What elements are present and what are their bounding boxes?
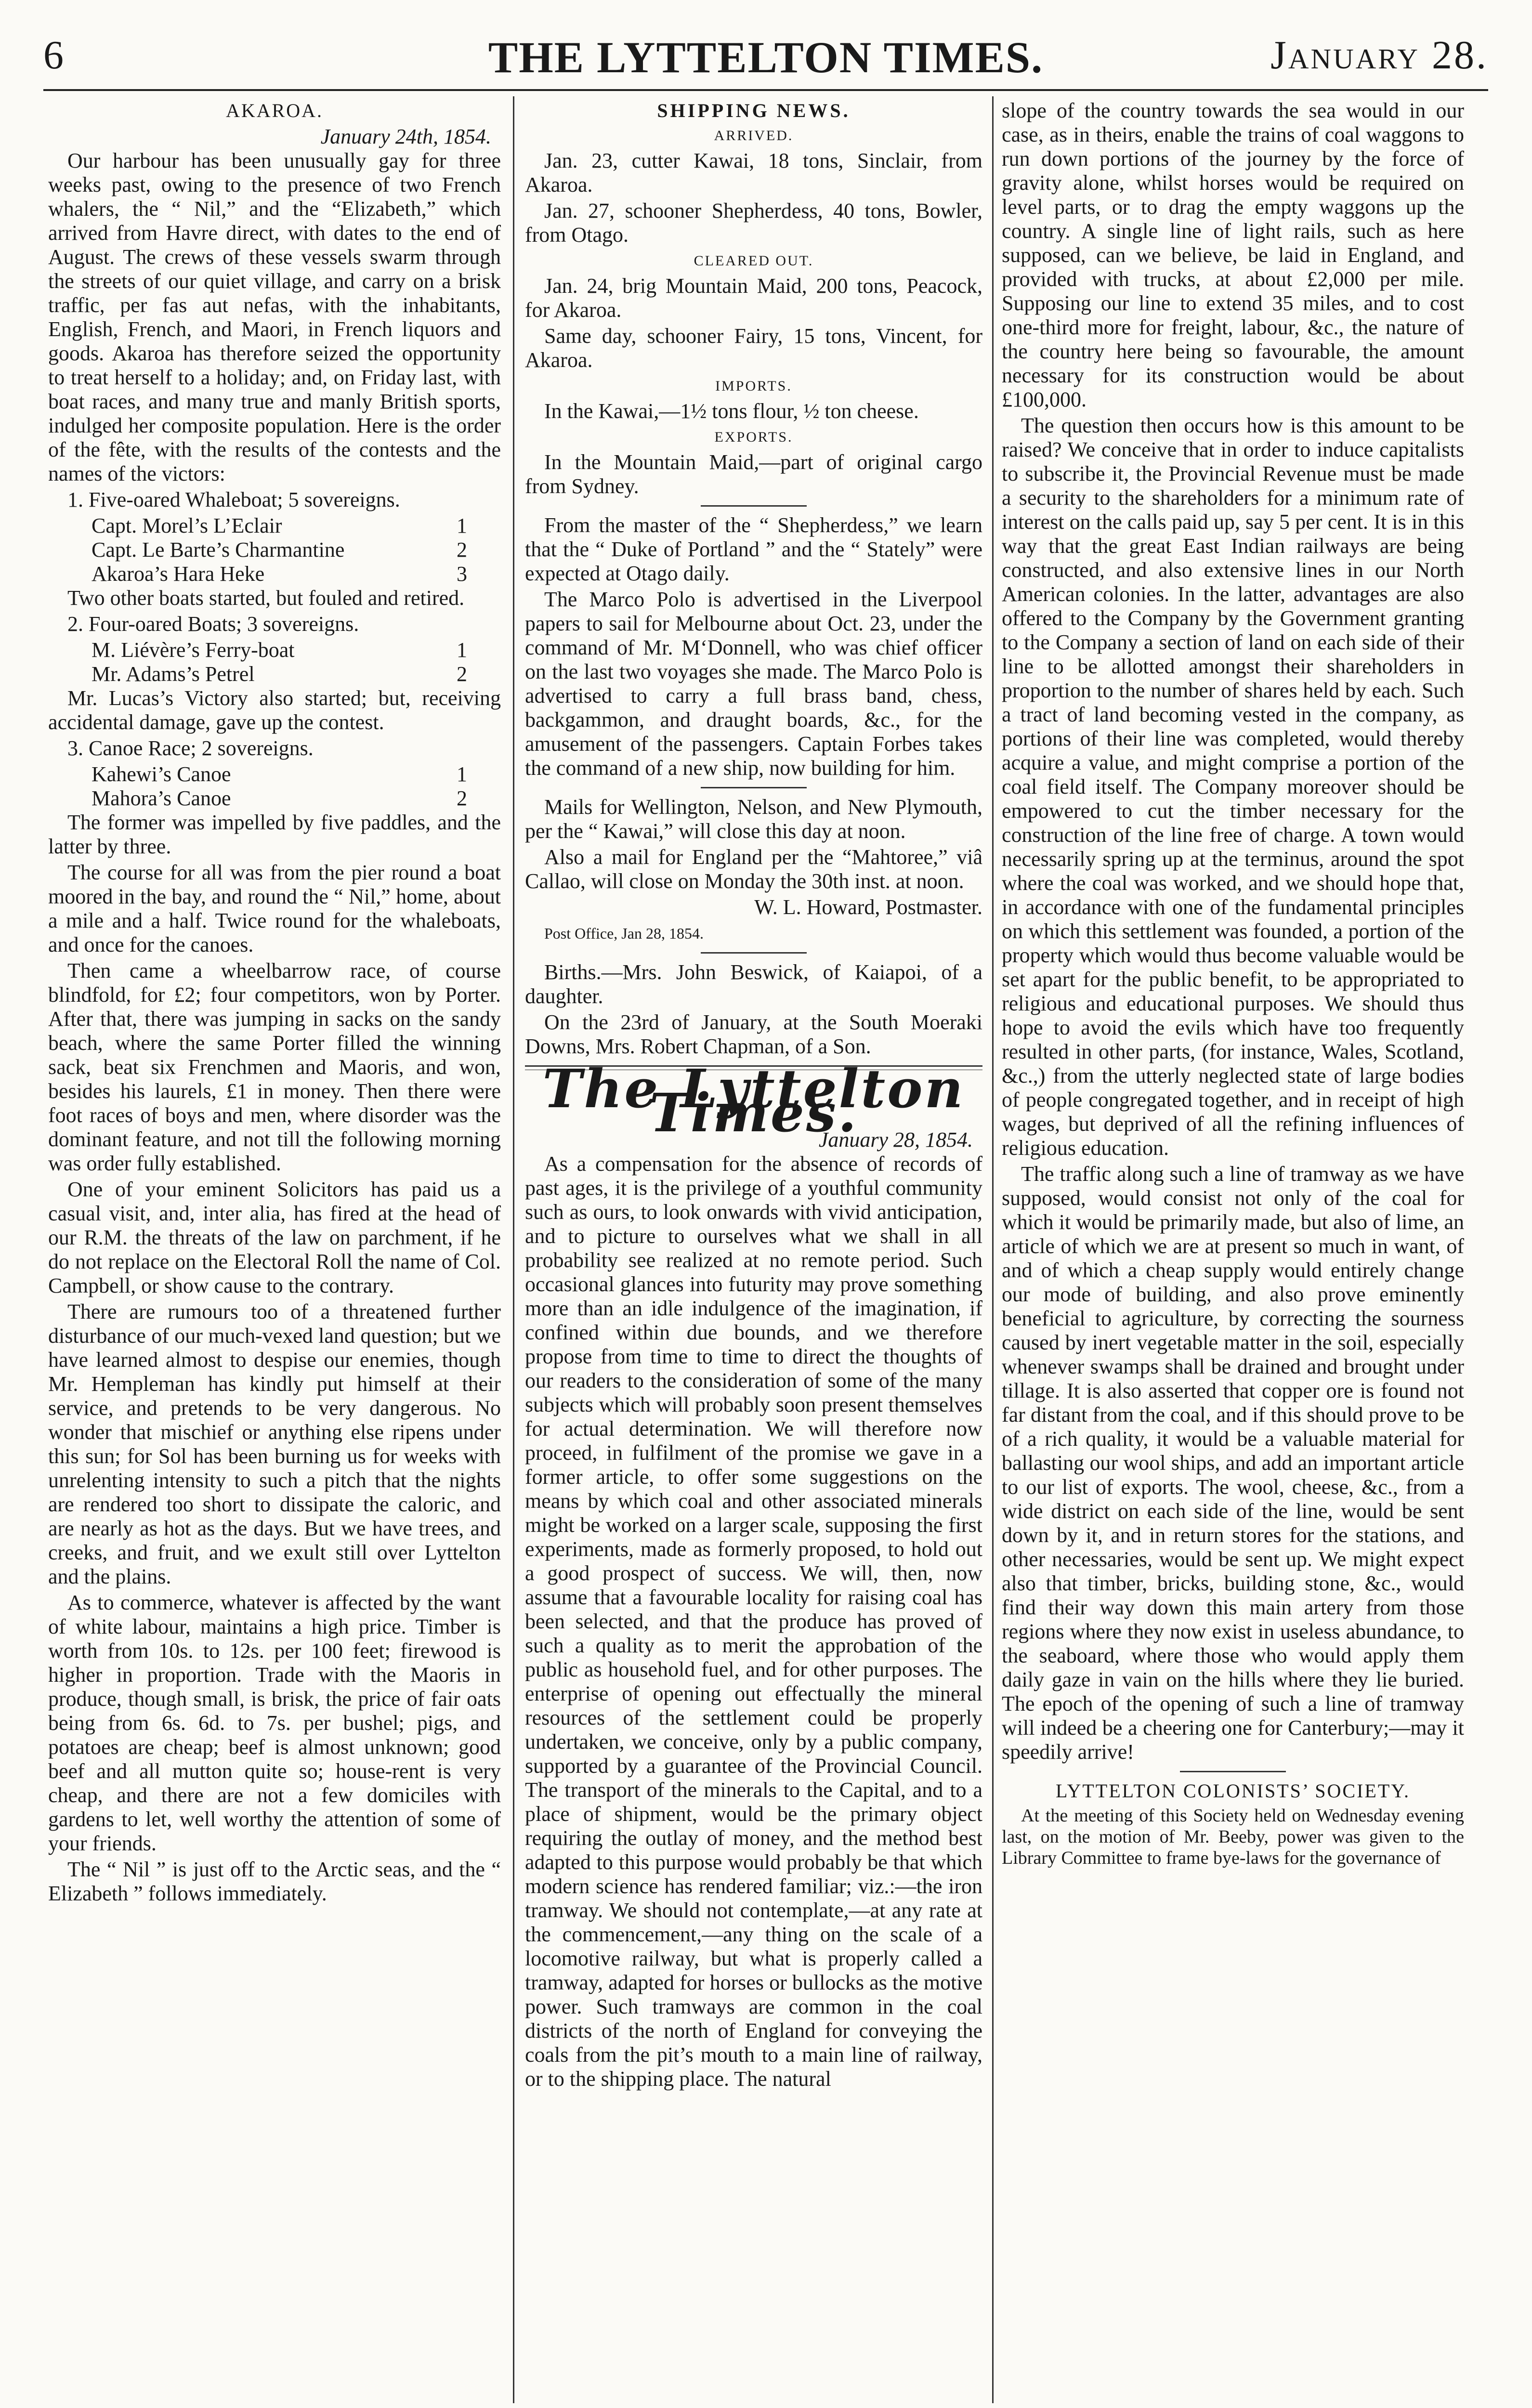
section-rule bbox=[701, 505, 807, 507]
column-akaroa bbox=[48, 99, 501, 1908]
akaroa-date: January 24th, 1854. bbox=[320, 125, 491, 148]
akaroa-paragraph: The course for all was from the pier round a boat moored in the bay, and round the “ Nil,” home, about a mile and a half. Twice round for the whaleboats, and once for the canoes. bbox=[48, 861, 501, 956]
editorial-masthead: The Lyttelton Times. bbox=[542, 1058, 965, 1144]
race-title: 2. Four-oared Boats; 3 sovereigns. bbox=[67, 612, 359, 636]
akaroa-paragraph: As to commerce, whatever is affected by the want of white labour, maintains a high price. Timber is worth from 10s. to 12s. per 100 feet; firewood is higher in proportion. Trade with the Maoris in produce, though small, is brisk, the price of fair oats being from 6s. 6d. to 7s. per bushel; pigs, and potatoes are cheap; beef is almost unknown; good beef and all mutton quite so; house-rent is very cheap, and there are not a few domiciles with gardens to let, well worthy the attention of some of your friends. bbox=[48, 1591, 501, 1855]
section-rule bbox=[1180, 1771, 1286, 1772]
shipping-entry: Jan. 24, brig Mountain Maid, 200 tons, Peacock, for Akaroa. bbox=[525, 274, 982, 322]
race-entry: M. Liévère’s Ferry-boat 1 bbox=[92, 638, 467, 662]
page-number: 6 bbox=[43, 33, 64, 78]
editorial-paragraph: As a compensation for the absence of records of past ages, it is the privilege of a youthful community such as ours, to look onwards with vivid anticipation, and to picture to ourselves what we shall in all probability see realized at no remote period. Such occasional glances into futurity may prove something more than an idle indulgence of the imagination, if confined within due bounds, and we therefore propose from time to time to direct the thoughts of our readers to the consideration of some of the many subjects which will probably soon present themselves for actual determination. We will therefore now proceed, in fulfilment of the promise we gave in a former article, to offer some suggestions on the means by which coal and other associated minerals might be worked on a larger scale, supposing the first experiments, made as formerly proposed, to hold out a good prospect of success. We will, then, now assume that a favourable locality for raising coal has been selected, and that the produce has proved of such a quality as to merit the approbation of the public as household fuel, and for other purposes. The enterprise of opening out effectually the mineral resources of the settlement could be properly undertaken, we conceive, only by a public company, supported by a guarantee of the Provincial Council. The transport of the minerals to the Capital, and to a place of shipment, would be the primary object requiring the outlay of money, and the method best adapted to this purpose would probably be that which modern science has rendered familiar; viz.:—the iron tramway. We should not contemplate,—at any rate at the commencement,—any thing on the scale of a locomotive railway, but what is properly called a tramway, adapted for horses or bullocks as the motive power. Such tramways are common in the coal districts of the north of England for conveying the coals from the pit’s mouth to a main line of railway, or to the shipping place. The natural bbox=[525, 1152, 982, 2091]
akaroa-paragraph: One of your eminent Solicitors has paid us a casual visit, and, inter alia, has fired at the head of our R.M. the threats of the law on parchment, if he do not replace on the Electoral Roll the name of Col. Campbell, or show cause to the contrary. bbox=[48, 1178, 501, 1297]
postmaster-signature: W. L. Howard, Postmaster. bbox=[754, 895, 982, 919]
births-paragraph: On the 23rd of January, at the South Moeraki Downs, Mrs. Robert Chapman, of a Son. bbox=[525, 1010, 982, 1058]
newspaper-title: THE LYTTELTON TIMES. bbox=[488, 33, 1044, 82]
mails-paragraph: Also a mail for England per the “Mahtoree,” viâ Callao, will close on Monday the 30th inst. at noon. bbox=[525, 845, 982, 893]
akaroa-paragraph: There are rumours too of a threatened further disturbance of our much-vexed land question; but we have learned almost to despise our enemies, though Mr. Hempleman has kindly put himself at their service, and pretends to be very dangerous. No wonder that mischief or anything else ripens under this sun; for Sol has been burning us for weeks with unrelenting intensity to such a pitch that the nights are rendered too short to dissipate the caloric, and are nearly as hot as the days. But we have trees, and creeks, and fruit, and we exult still over Lyttelton and the plains. bbox=[48, 1300, 501, 1588]
akaroa-paragraph: Then came a wheelbarrow race, of course blindfold, for £2; four competitors, won by Porter. After that, there was jumping in sacks on the sandy beach, where the same Porter filled the winning sack, beat six Frenchmen and Maoris, and won, besides his laurels, £1 in money. Then there were foot races of boys and men, where disorder was the dominant feature, and not till the following morning was order fully established. bbox=[48, 959, 501, 1175]
editorial-paragraph: The traffic along such a line of tramway as we have supposed, would consist not only of the coal for which it would be primarily made, but also of lime, an article of which we are at present so much in want, of and of which a cheap supply would entirely change our mode of building, and also prove eminently beneficial to agriculture, by correcting the sourness caused by inert vegetable matter in the soil, especially whenever swamps shall be drained and brought under tillage. It is also asserted that copper ore is found not far distant from the coal, and if this should prove to be of a rich quality, it would be a valuable material for ballasting our wool ships, and add an important article to our list of exports. The wool, cheese, &c., from a wide district on each side of the line, would be sent down by it, and in return stores for the stations, and other necessaries, would be sent up. We might expect also that timber, bricks, building stone, &c., would find their way down this main artery from those regions where they now exist in useless abundance, to the seaboard, where those who would apply them daily gaze in vain on the hills where they lie buried. The epoch of the opening of such a line of tramway will indeed be a cheering one for Canterbury;—may it speedily arrive! bbox=[1002, 1162, 1464, 1764]
column-divider-2 bbox=[992, 96, 994, 2403]
editorial-paragraph: slope of the country towards the sea would in our case, as in theirs, enable the trains of coal waggons to run down portions of the journey by the force of gravity alone, whilst horses would be required on level parts, or to drag the empty waggons up the country. A single line of light rails, such as here supposed, can we believe, be laid in England, and provided with trucks, at about £2,000 per mile. Supposing our line to extend 35 miles, and to cost one-third more for freight, labour, &c., the nature of the country here being so favourable, the amount necessary for its construction would be about £100,000. bbox=[1002, 99, 1464, 411]
mails-paragraph: Mails for Wellington, Nelson, and New Plymouth, per the “ Kawai,” will close this day at noon. bbox=[525, 795, 982, 843]
race-note: Two other boats started, but fouled and retired. bbox=[67, 586, 465, 610]
page-header bbox=[43, 28, 1488, 91]
shipping-paragraph: From the master of the “ Shepherdess,” we learn that the “ Duke of Portland ” and the “ Stately” were expected at Otago daily. bbox=[525, 513, 982, 585]
editorial-paragraph: The question then occurs how is this amount to be raised? We conceive that in order to induce capitalists to subscribe it, the Provincial Revenue must be made a security to the shareholders for a minimum rate of interest on the calls paid up, say 5 per cent. It is in this way that the great East Indian railways are being constructed, and also extensive lines in our North American colonies. In the latter, advantages are also offered to the Company by the Government granting to the Company a section of land on each side of their line to be allotted amongst their shareholders in proportion to the number of shares held by each. Such a tract of land becoming vested in the company, as portions of their line was completed, would thereby acquire a value, and might comprise a portion of the coal field itself. The Company moreover should be empowered to cut the timber necessary for the construction of the line free of charge. A town would necessarily spring up at the terminus, around the spot where the coal was worked, and we should hope that, in accordance with one of the fundamental principles on which this settlement was founded, a portion of the property which would thus become valuable would be set apart for the public benefit, to be appropriated to religious and educational purposes. We should thus hope to avoid the evils which have too frequently resulted in other parts, (for instance, Wales, Scotland, &c.,) from the utterly neglected state of large bodies of people congregated together, and in receipt of high wages, but deprived of all the refining influences of religious education. bbox=[1002, 414, 1464, 1160]
society-title: LYTTELTON COLONISTS’ SOCIETY. bbox=[1056, 1780, 1410, 1802]
column-shipping-editorial bbox=[525, 99, 982, 2093]
imports-label: IMPORTS. bbox=[715, 378, 792, 394]
akaroa-title: AKAROA. bbox=[225, 100, 324, 121]
births-paragraph: Births.—Mrs. John Beswick, of Kaiapoi, of a daughter. bbox=[525, 960, 982, 1008]
column-editorial-continued bbox=[1002, 99, 1464, 1871]
exports-label: EXPORTS. bbox=[714, 429, 793, 445]
arrived-label: ARRIVED. bbox=[714, 128, 794, 144]
race-entry: Capt. Morel’s L’Eclair 1 bbox=[92, 514, 467, 537]
shipping-news-title: SHIPPING NEWS. bbox=[657, 100, 851, 121]
post-office-date: Post Office, Jan 28, 1854. bbox=[544, 925, 704, 942]
section-rule bbox=[701, 787, 807, 788]
race-entry: Mr. Adams’s Petrel 2 bbox=[92, 662, 467, 686]
exports-entry: In the Mountain Maid,—part of original cargo from Sydney. bbox=[525, 450, 982, 498]
issue-date: January 28. bbox=[1270, 33, 1488, 78]
race-entry: Kahewi’s Canoe 1 bbox=[92, 762, 467, 786]
akaroa-paragraph: The former was impelled by five paddles, and the latter by three. bbox=[48, 811, 501, 858]
shipping-paragraph: The Marco Polo is advertised in the Liverpool papers to sail for Melbourne about Oct. 23, under the command of Mr. M‘Donnell, who was chief officer on the last two voyages she made. The Marco Polo is advertised to carry a full brass band, chess, backgammon, and draught boards, &c., for the amusement of the passengers. Captain Forbes takes the command of a new ship, now building for him. bbox=[525, 588, 982, 780]
race-entry: Mahora’s Canoe 2 bbox=[92, 786, 467, 810]
editorial-date: January 28, 1854. bbox=[818, 1128, 973, 1152]
header-rule bbox=[43, 89, 1488, 91]
society-paragraph: At the meeting of this Society held on Wednesday evening last, on the motion of Mr. Beeby, power was given to the Library Committee to frame bye-laws for the governance of bbox=[1002, 1806, 1464, 1868]
section-rule bbox=[701, 952, 807, 954]
race-title: 1. Five-oared Whaleboat; 5 sovereigns. bbox=[67, 488, 400, 511]
race-entry: Akaroa’s Hara Heke 3 bbox=[92, 562, 467, 586]
race-title: 3. Canoe Race; 2 sovereigns. bbox=[67, 736, 314, 760]
shipping-entry: Jan. 27, schooner Shepherdess, 40 tons, Bowler, from Otago. bbox=[525, 199, 982, 247]
shipping-entry: Same day, schooner Fairy, 15 tons, Vincent, for Akaroa. bbox=[525, 324, 982, 372]
race-note: Mr. Lucas’s Victory also started; but, receiving accidental damage, gave up the contest. bbox=[48, 686, 501, 734]
akaroa-paragraph: The “ Nil ” is just off to the Arctic seas, and the “ Elizabeth ” follows immediately. bbox=[48, 1858, 501, 1905]
column-divider-1 bbox=[513, 96, 514, 2403]
akaroa-paragraph: Our harbour has been unusually gay for three weeks past, owing to the presence of two French whalers, the “ Nil,” and the “Elizabeth,” which arrived from Havre direct, with dates to the end of August. The crews of these vessels swarm through the streets of our quiet village, and carry on a brisk traffic, per fas aut nefas, with the inhabitants, English, French, and Maori, in French liquors and goods. Akaroa has therefore seized the opportunity to treat herself to a holiday; and, on Friday last, with boat races, and many true and manly British sports, indulged her composite population. Here is the order of the fête, with the results of the contests and the names of the victors: bbox=[48, 149, 501, 485]
shipping-entry: Jan. 23, cutter Kawai, 18 tons, Sinclair, from Akaroa. bbox=[525, 149, 982, 196]
cleared-label: CLEARED OUT. bbox=[694, 253, 814, 269]
race-entry: Capt. Le Barte’s Charmantine 2 bbox=[92, 538, 467, 562]
imports-entry: In the Kawai,—1½ tons flour, ½ ton cheese. bbox=[544, 399, 919, 423]
